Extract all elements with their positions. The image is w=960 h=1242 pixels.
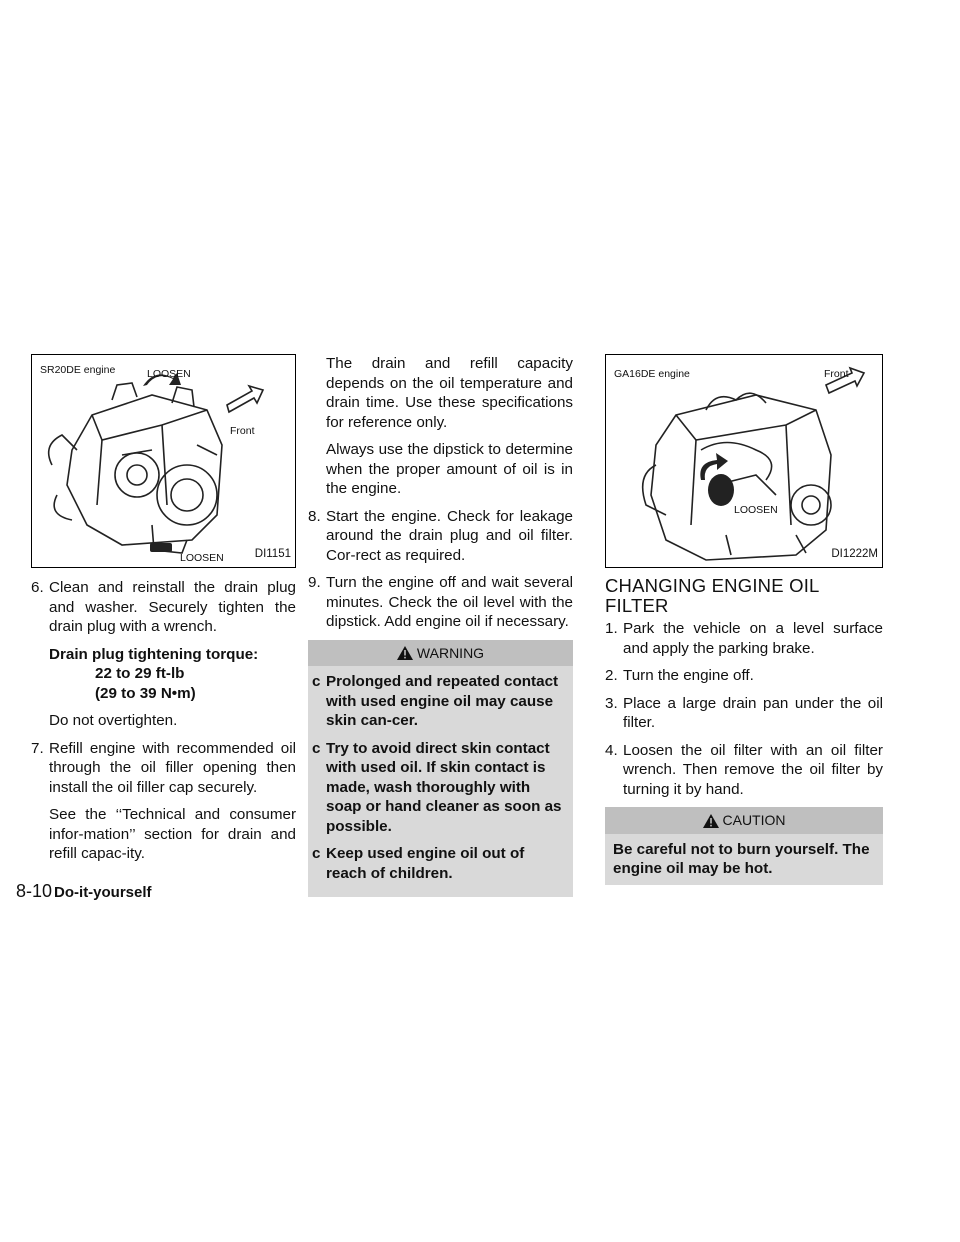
page-footer	[16, 881, 152, 902]
figure-sr20de-engine	[31, 354, 296, 568]
warning-item-text: Keep used engine oil out of reach of children.	[326, 845, 525, 882]
warning-item	[312, 672, 565, 731]
step-text: Place a large drain pan under the oil filter.	[623, 694, 883, 731]
step-text: Start the engine. Check for leakage around the drain plug and oil filter. Cor-rect as required.	[326, 507, 573, 564]
step-number: 9.	[308, 574, 321, 591]
step-text: Turn the engine off and wait several minutes. Check the oil level with the dipstick. Add engine oil if necessary.	[326, 574, 573, 630]
step-text: Clean and reinstall the drain plug and washer. Securely tighten the drain plug with a wrench.	[49, 579, 296, 635]
front-label: Front	[230, 425, 255, 437]
warning-icon	[397, 646, 413, 660]
step-9	[308, 573, 573, 632]
torque-label: Drain plug tightening torque:	[49, 645, 259, 663]
caution-header	[605, 807, 883, 834]
filter-step-4	[605, 741, 883, 800]
step-number: 3.	[605, 694, 618, 712]
step-7	[31, 739, 296, 798]
page-number: 8-10	[16, 881, 53, 901]
capacity-paragraph: The drain and refill capacity depends on the oil temperature and drain time. Use these specifications for reference only.	[326, 355, 573, 431]
engine-label: SR20DE engine	[40, 364, 116, 376]
engine-illustration	[32, 355, 296, 567]
no-overtighten-note: Do not overtighten.	[49, 712, 178, 729]
step-number: 8.	[308, 507, 321, 525]
loosen-label: LOOSEN	[734, 504, 778, 516]
warning-header	[308, 640, 573, 667]
step-number: 7.	[31, 739, 44, 757]
filter-step-2	[605, 666, 883, 686]
section-name: Do-it-yourself	[54, 884, 152, 901]
caution-icon	[703, 814, 719, 828]
warning-item-text: Try to avoid direct skin contact with used oil. If skin contact is made, wash thoroughly with soap or hand cleaner as soon as possible.	[326, 739, 562, 835]
warning-title: WARNING	[416, 644, 485, 661]
filter-step-3	[605, 694, 883, 733]
dipstick-paragraph: Always use the dipstick to determine when the proper amount of oil is in the engine.	[326, 441, 573, 497]
column-middle	[308, 354, 573, 905]
figure-code: DI1151	[254, 547, 291, 560]
warning-item-text: Prolonged and repeated contact with used engine oil may cause skin can-cer.	[326, 673, 559, 729]
bullet: c	[312, 739, 321, 757]
loosen-label-top: LOOSEN	[147, 368, 191, 380]
step-number: 2.	[605, 667, 618, 684]
engine-label: GA16DE engine	[614, 368, 690, 380]
front-label: Front	[824, 368, 849, 380]
loosen-label-bottom: LOOSEN	[180, 552, 224, 564]
step-6	[31, 578, 296, 637]
step-number: 4.	[605, 741, 618, 759]
bullet: c	[312, 845, 321, 862]
filter-step-1	[605, 619, 883, 658]
warning-list	[308, 672, 573, 883]
step-text: Turn the engine off.	[623, 667, 754, 684]
torque-ftlb: 22 to 29 ft-lb	[95, 665, 185, 682]
column-left	[31, 354, 296, 872]
step-8	[308, 507, 573, 566]
capacity-reference-note: See the ‘‘Technical and consumer infor-mation’’ section for drain and refill capac-ity.	[49, 806, 296, 862]
step-text: Park the vehicle on a level surface and apply the parking brake.	[623, 620, 883, 657]
warning-item	[312, 844, 565, 883]
caution-title: CAUTION	[722, 812, 786, 828]
step-number: 6.	[31, 579, 44, 596]
warning-item	[312, 739, 565, 837]
figure-code: DI1222M	[831, 547, 878, 560]
bullet: c	[312, 673, 321, 690]
figure-ga16de-engine	[605, 354, 883, 568]
step-number: 1.	[605, 620, 618, 637]
column-right	[605, 354, 883, 893]
caution-text: Be careful not to burn yourself. The engine oil may be hot.	[613, 840, 870, 877]
torque-nm: (29 to 39 N•m)	[95, 684, 196, 702]
section-heading: CHANGING ENGINE OIL FILTER	[605, 575, 819, 616]
engine-illustration	[606, 355, 883, 567]
torque-spec	[49, 645, 296, 704]
step-text: Refill engine with recommended oil through the oil filler opening then install the oil filler cap securely.	[49, 739, 296, 796]
step-text: Loosen the oil filter with an oil filter wrench. Then remove the oil filter by turning it by hand.	[623, 741, 883, 798]
warning-box	[308, 640, 573, 898]
caution-box	[605, 807, 883, 885]
